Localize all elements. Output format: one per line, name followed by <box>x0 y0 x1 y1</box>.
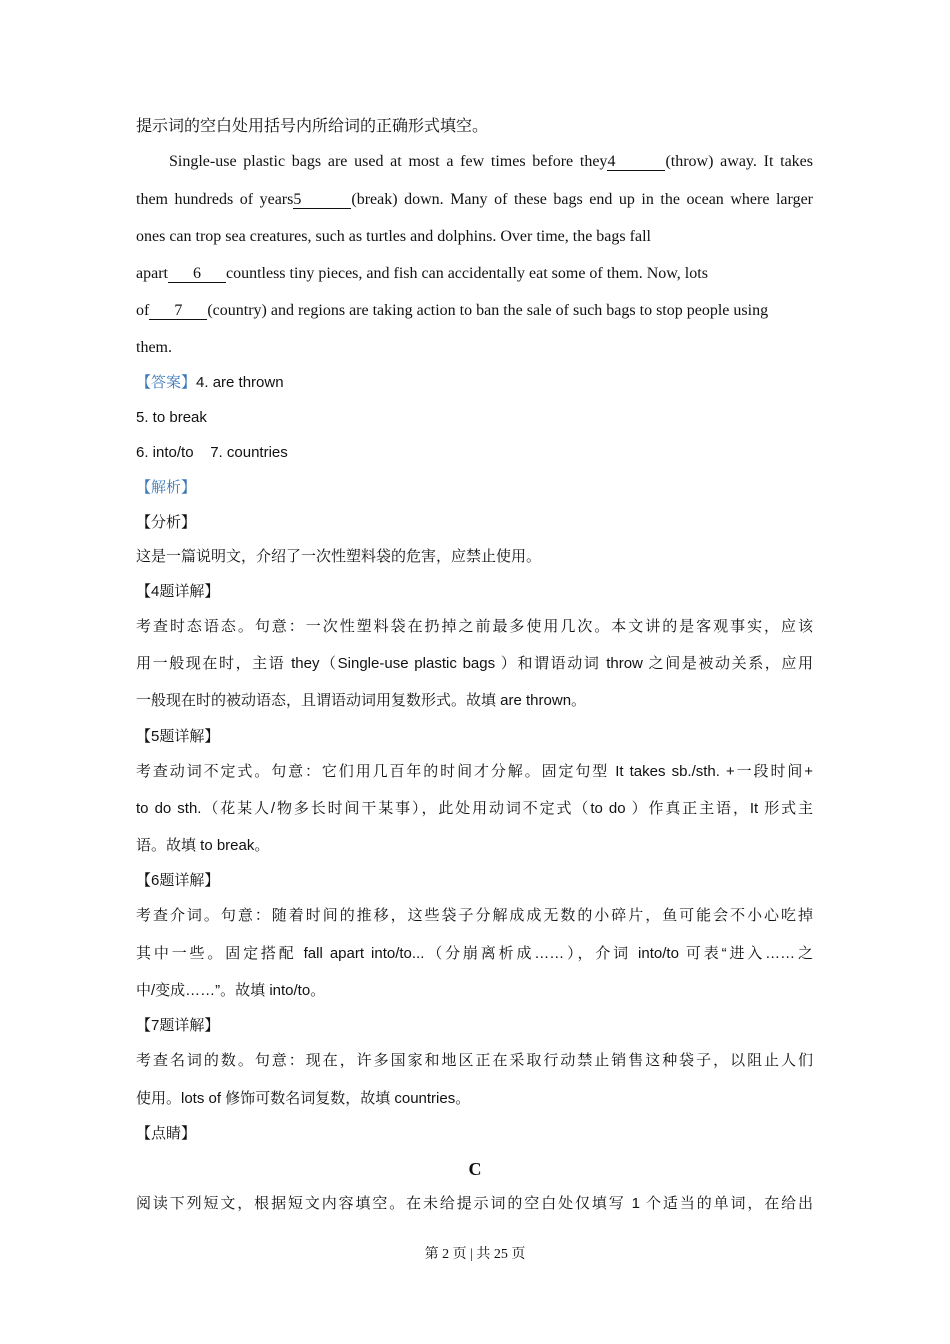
answer-4: 4. are thrown <box>196 374 284 391</box>
passage-text: (throw) away. It takes <box>665 153 813 170</box>
answer-line <box>136 373 813 393</box>
dianjing-label: 【点睛】 <box>136 1125 197 1142</box>
q5-text: 考查动词不定式。句意：它们用几百年的时间才分解。固定句型 It takes sb./sth. +一段时间+ <box>136 763 813 780</box>
section-title: C <box>468 1159 482 1179</box>
analysis-label: 【解析】 <box>136 479 197 496</box>
fenxi-label: 【分析】 <box>136 514 197 531</box>
q5-text: 语。故填 to break。 <box>136 837 270 854</box>
answer-label: 【答案】 <box>136 374 197 391</box>
blank-7: 7 <box>149 303 207 320</box>
passage-text: countless tiny pieces, and fish can accidentally eat some of them. Now, lots <box>225 265 708 282</box>
blank-4: 4 <box>607 154 665 171</box>
passage-line <box>136 190 813 210</box>
q4-text: 考查时态语态。句意：一次性塑料袋在扔掉之前最多使用几次。本文讲的是客观事实，应该 <box>136 618 813 635</box>
q7-text: 使用。lots of 修饰可数名词复数，故填 countries。 <box>136 1090 471 1107</box>
q4-label: 【4题详解】 <box>136 583 220 600</box>
answer-5: 5. to break <box>136 409 207 426</box>
q6-text: 其中一些。固定搭配 fall apart into/to...（分崩离析成……），介词 into/to 可表“进入……之 <box>136 945 813 962</box>
passage-line: ones can trop sea creatures, such as turtles and dolphins. Over time, the bags fall <box>136 228 651 245</box>
passage-text: (break) down. Many of these bags end up in the ocean where larger <box>351 191 814 208</box>
blank-6: 6 <box>168 266 226 283</box>
passage-text: (country) and regions are taking action to ban the sale of such bags to stop people using <box>207 302 769 319</box>
section-instruction: 阅读下列短文，根据短文内容填空。在未给提示词的空白处仅填写 1 个适当的单词，在给出 <box>136 1195 813 1212</box>
blank-5: 5 <box>293 192 351 209</box>
page-footer: 第 2 页 | 共 25 页 <box>424 1247 526 1262</box>
passage-text: them hundreds of years <box>136 191 294 208</box>
q4-text: 用一般现在时，主语 they（Single-use plastic bags ）和谓语动词 throw 之间是被动关系，应用 <box>136 655 813 672</box>
passage-line: them. <box>136 339 172 356</box>
instruction-tail: 提示词的空白处用括号内所给词的正确形式填空。 <box>136 118 489 135</box>
passage-line <box>136 301 813 321</box>
q7-text: 考查名词的数。句意：现在，许多国家和地区正在采取行动禁止销售这种袋子，以阻止人们 <box>136 1052 813 1069</box>
answer-6-7: 6. into/to 7. countries <box>136 444 288 461</box>
q5-text: to do sth.（花某人/物多长时间干某事），此处用动词不定式（to do ）作真正主语，It 形式主 <box>136 800 813 817</box>
passage-line <box>136 152 813 172</box>
q4-text: 一般现在时的被动语态，且谓语动词用复数形式。故填 are thrown。 <box>136 692 587 709</box>
q7-label: 【7题详解】 <box>136 1017 220 1034</box>
q6-text: 考查介词。句意：随着时间的推移，这些袋子分解成成无数的小碎片，鱼可能会不小心吃掉 <box>136 907 813 924</box>
passage-text: Single-use plastic bags are used at most a few times before they <box>169 153 608 170</box>
q6-text: 中/变成……”。故填 into/to。 <box>136 982 326 999</box>
passage-text: apart <box>136 265 168 282</box>
passage-text: of <box>136 302 150 319</box>
passage-line <box>136 264 813 284</box>
q5-label: 【5题详解】 <box>136 728 220 745</box>
q6-label: 【6题详解】 <box>136 872 220 889</box>
fenxi-text: 这是一篇说明文，介绍了一次性塑料袋的危害，应禁止使用。 <box>136 548 542 565</box>
